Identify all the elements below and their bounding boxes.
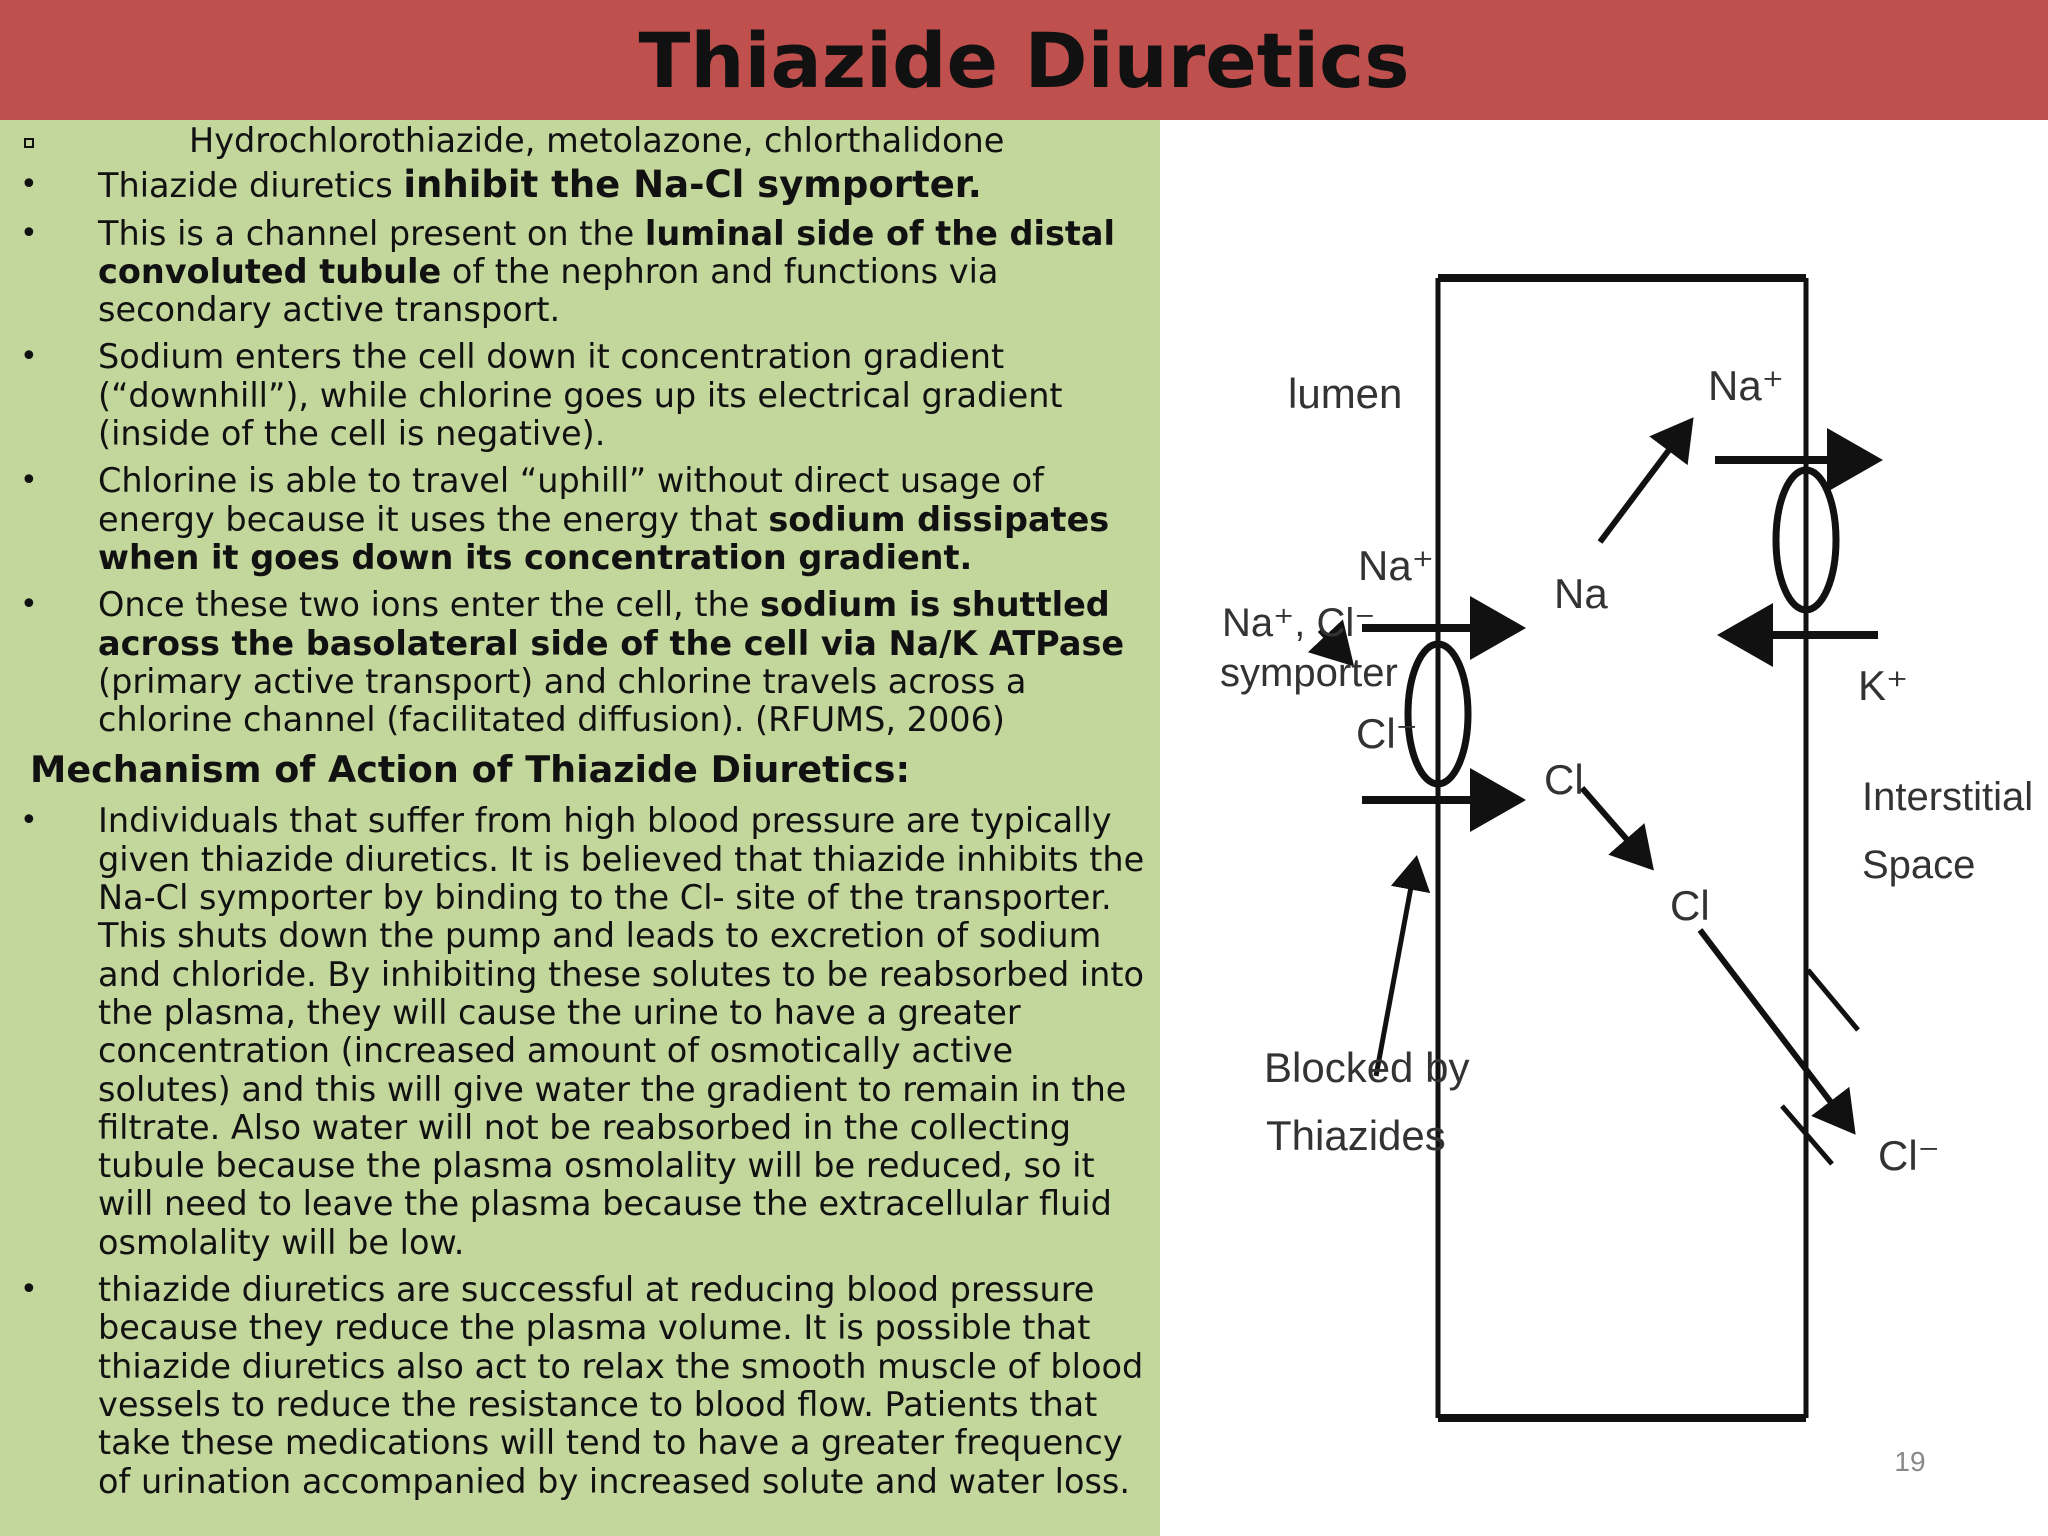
lumen-label: lumen [1288,370,1403,417]
bullet-1-text: Thiazide diuretics [98,166,404,206]
bullet-5-text: Once these two ions enter the cell, the [98,585,760,625]
na-plus-out-label: Na⁺ [1708,362,1784,409]
bullet-icon: • [20,1272,38,1308]
interstitial-label: Interstitial [1862,775,2034,819]
cl-channel-line-1 [1808,970,1858,1030]
k-plus-label: K⁺ [1858,662,1909,709]
bullet-4-text: Chlorine is able to travel “uphill” without direct usage of energy because it uses the energy that [98,461,1044,539]
blocked-by-label: Blocked by [1264,1044,1470,1091]
space-label: Space [1862,843,1976,887]
na-cell-label: Na [1554,570,1608,617]
mechanism-item-1 [0,802,1160,1262]
bullet-item-1 [0,163,1160,207]
bullet-2-text-end: of the nephron and functions via secondary active transport. [98,251,999,330]
thiazides-label: Thiazides [1266,1112,1446,1159]
bullet-icon: • [20,339,38,375]
cl-minus-out-label: Cl⁻ [1878,1132,1940,1179]
bullet-icon: • [20,587,38,623]
mechanism-paragraph-1: Individuals that suffer from high blood pressure are typically given thiazide diuretics. It is believed that thiazide inhibits the Na-Cl symporter by binding to the Cl- site of the transporter. This shuts down the pump and leads to excretion of sodium and chloride. By inhibiting these solutes to be reabsorbed into the plasma, they will cause the urine to have a greater concentration (increased amount of osmotically active solutes) and this will give water the gradient to remain in the filtrate. Also water will not be reabsorbed in the collecting tubule because the plasma osmolality will be reduced, so it will need to leave the plasma because the extracellular fluid osmolality will be low. [98,801,1145,1262]
mechanism-item-2 [0,1271,1160,1501]
cl-cell-label-1: Cl [1544,756,1584,803]
mechanism-paragraph-2: thiazide diuretics are successful at reducing blood pressure because they reduce the plasma volume. It is possible that thiazide diuretics also act to relax the smooth muscle of blood vessels to reduce the resistance to blood flow. Patients that take these medications will tend to have a greater frequency of urination accompanied by increased solute and water loss. [98,1270,1144,1501]
cl-diagonal-arrow-1 [1582,788,1650,866]
bullet-3-text: Sodium enters the cell down it concentration gradient (“downhill”), while chlorine goes up its electrical gradient (inside of the cell is negative). [98,337,1063,454]
symporter-label-line-1: Na⁺, Cl⁻ [1222,601,1376,645]
bullet-item-5 [0,586,1160,739]
text-content [0,122,1160,1510]
cell-outline [1438,278,1806,1418]
drug-list-item [0,122,1160,160]
square-bullet-icon [24,138,34,148]
nephron-cell-diagram [1210,250,2034,1430]
cl-diagonal-arrow-2 [1700,930,1852,1130]
bullet-icon: • [20,803,38,839]
title-bar [0,0,2048,120]
symporter-label-line-2: symporter [1220,651,1398,695]
bullet-icon: • [20,167,38,203]
bullet-icon: • [20,463,38,499]
bullet-4-bold: sodium dissipates when it goes down its concentration gradient. [98,499,1110,577]
bullet-item-2 [0,215,1160,330]
cl-minus-in-label: Cl⁻ [1356,710,1418,757]
bullet-1-bold: inhibit the Na-Cl symporter. [403,163,982,207]
bullet-2-text: This is a channel present on the [98,213,645,253]
na-plus-in-label: Na⁺ [1358,542,1434,589]
page-number: 19 [1894,1446,1926,1477]
bullet-2-bold: luminal side of the distal convoluted tubule [98,213,1116,291]
na-diagonal-arrow [1600,422,1690,542]
bullet-icon: • [20,215,38,251]
slide-title: Thiazide Diuretics [638,15,1410,105]
drug-list: Hydrochlorothiazide, metolazone, chlorthalidone [189,121,1005,160]
bullet-item-4 [0,462,1160,577]
mechanism-heading: Mechanism of Action of Thiazide Diuretics: [30,748,911,792]
cl-cell-label-2: Cl [1670,882,1710,929]
bullet-5-bold: sodium is shuttled across the basolateral side of the cell via Na/K ATPase [98,585,1125,663]
bullet-item-3 [0,338,1160,453]
bullet-5-text-end: (primary active transport) and chlorine travels across a chlorine channel (facilitated diffusion). (RFUMS, 2006) [98,661,1027,740]
